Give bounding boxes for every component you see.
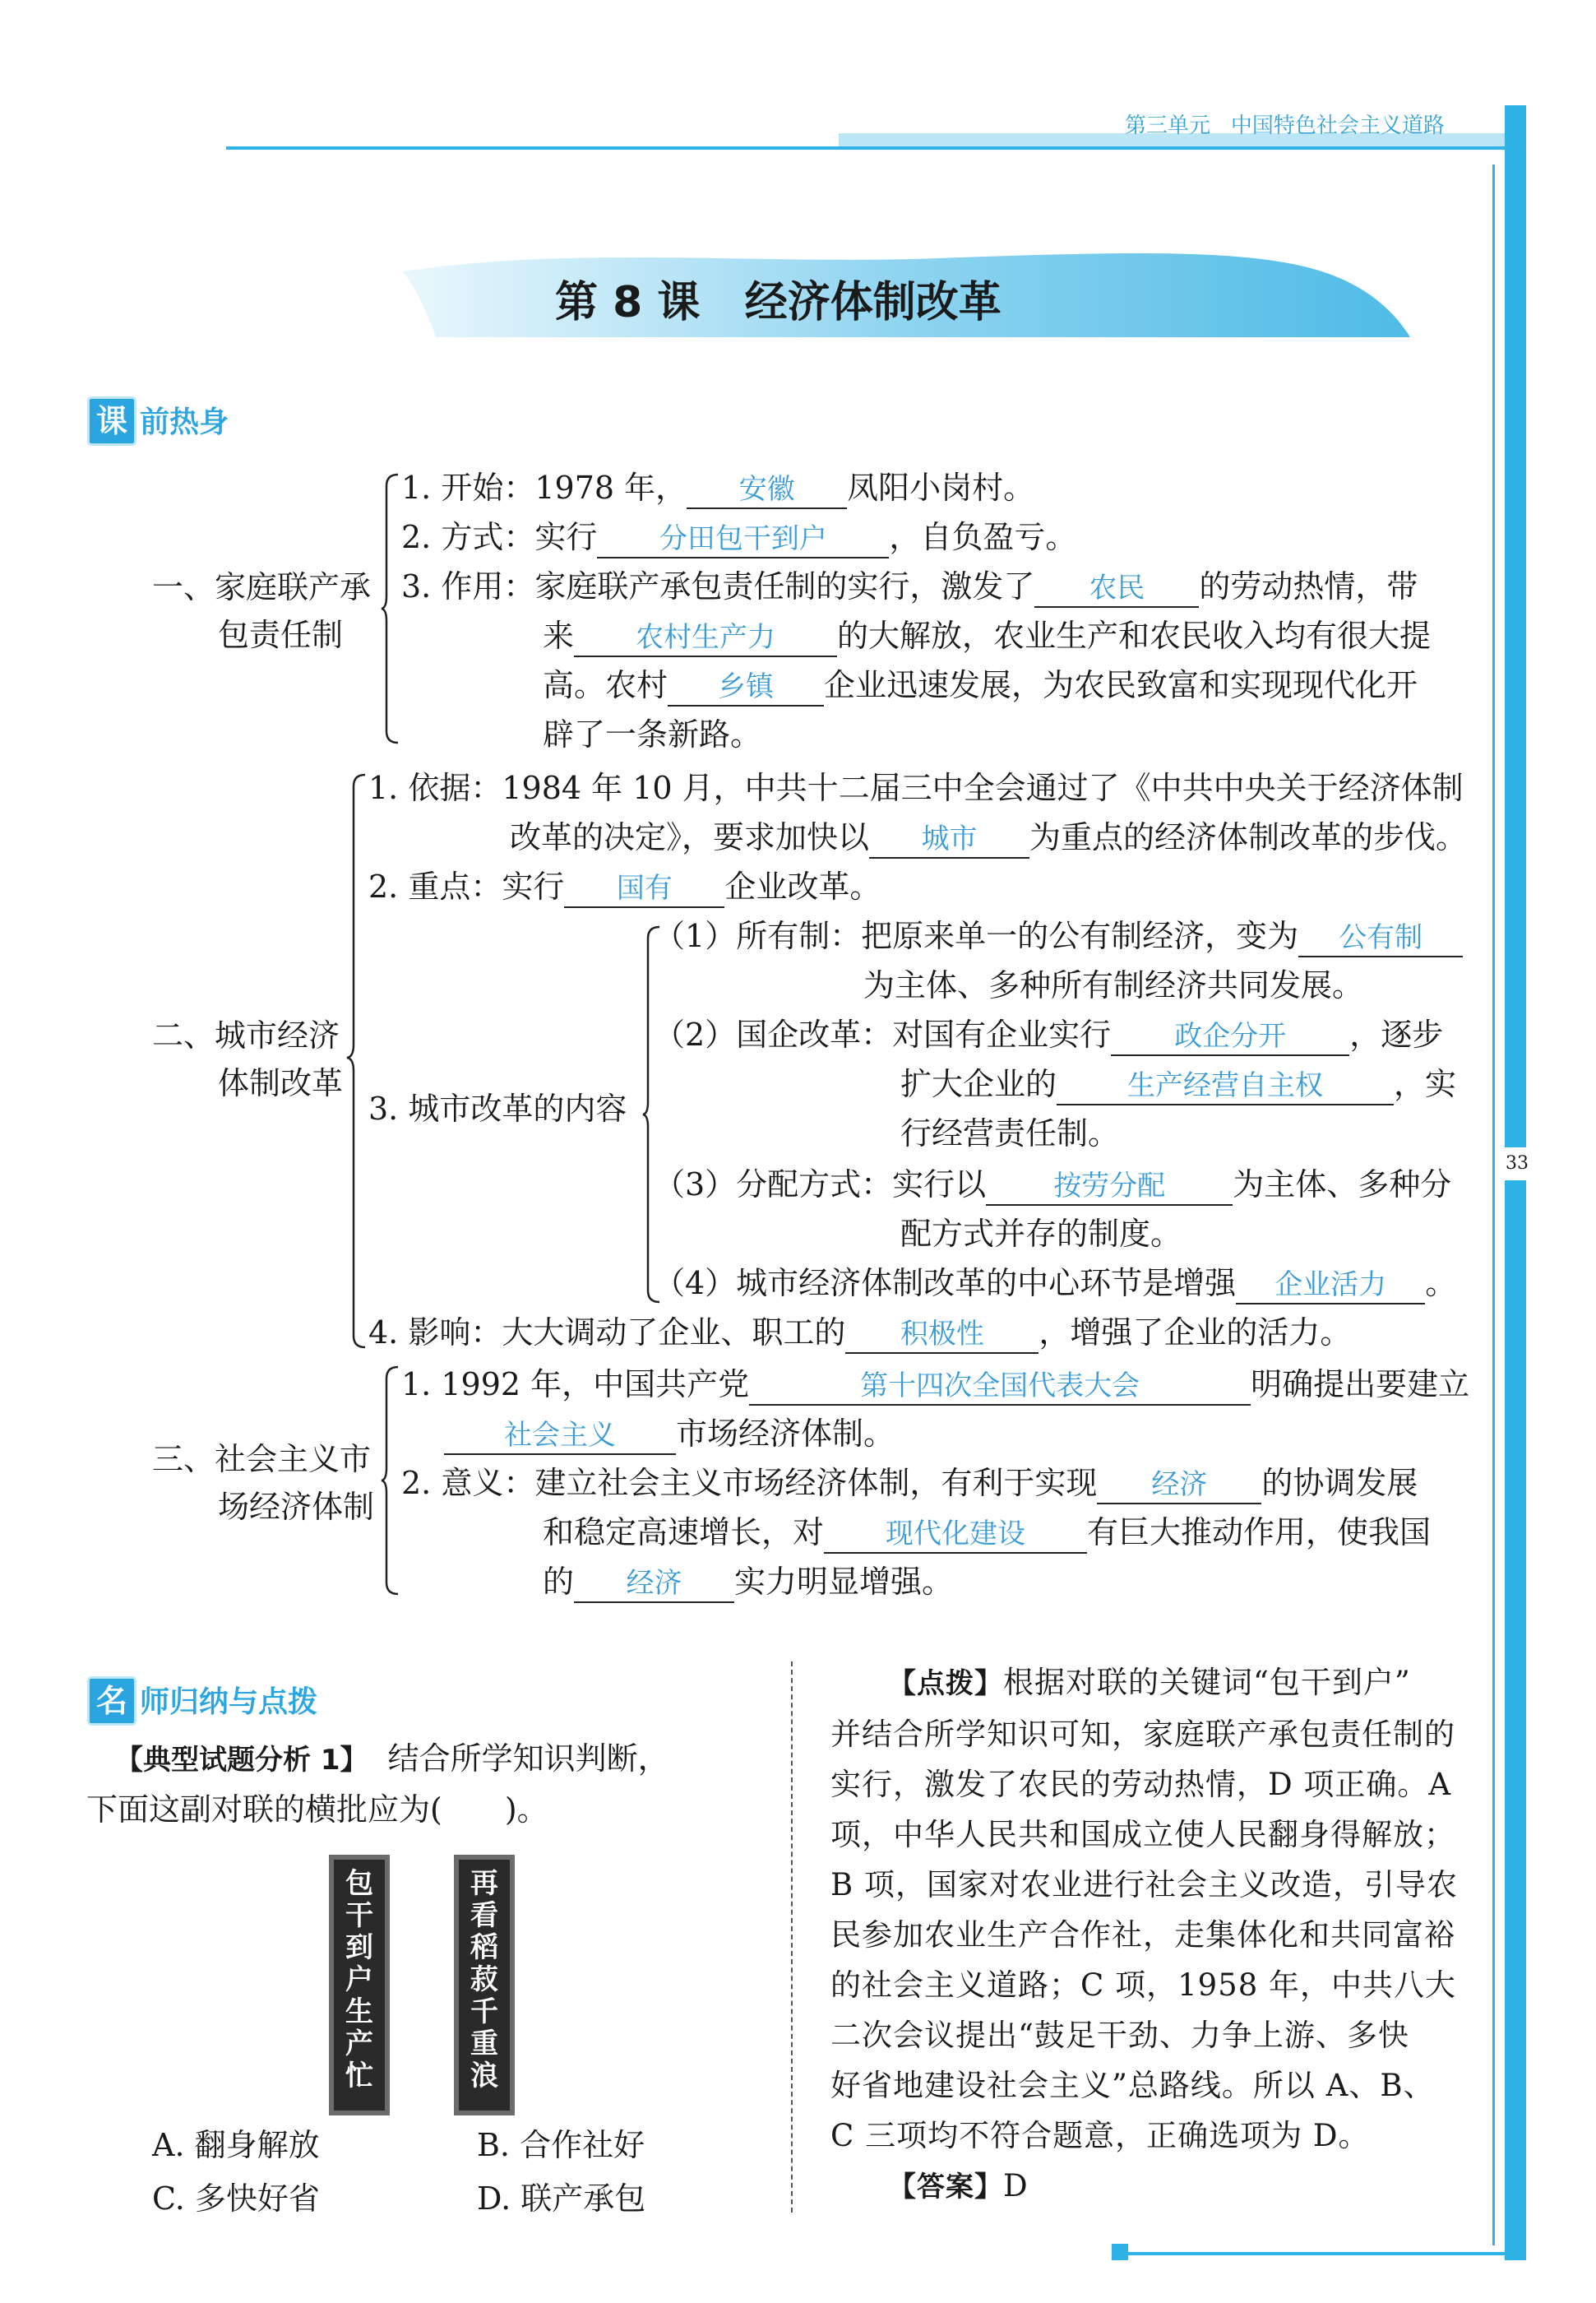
- s1-line3: 3. 作用：家庭联产承包责任制的实行，激发了 农民 的劳动热情，带: [401, 563, 1418, 611]
- s3-line3: 2. 意义：建立社会主义市场经济体制，有利于实现 经济 的协调发展: [401, 1460, 1418, 1508]
- option-b: B. 合作社好: [477, 2127, 645, 2163]
- s2-c2-line2: 扩大企业的 生产经营自主权 ，实: [900, 1061, 1456, 1109]
- couplet-right-char: 千: [470, 1995, 498, 2028]
- s2-c4-line: （4）城市经济体制改革的中心环节是增强 企业活力 。: [654, 1260, 1456, 1308]
- s3-line1: 1. 1992 年，中国共产党 第十四次全国代表大会 明确提出要建立: [401, 1361, 1469, 1409]
- couplet-left-char: 户: [345, 1963, 373, 1996]
- couplet-left-char: 到: [345, 1931, 373, 1964]
- s1-line4: 来 农村生产力 的大解放，农业生产和农民收入均有很大提: [543, 613, 1431, 660]
- s3-line2: 社会主义 市场经济体制。: [444, 1411, 895, 1458]
- s2-line2: 改革的决定》，要求加快以 城市 为重点的经济体制改革的步伐。: [510, 814, 1467, 862]
- couplet-right-char: 再: [470, 1867, 498, 1900]
- page-number: 33: [1498, 1147, 1536, 1180]
- footer-square: [1112, 2244, 1128, 2260]
- s2-c3-line1: （3）分配方式：实行以 按劳分配 为主体、多种分: [654, 1161, 1451, 1209]
- warmup-icon: 课: [87, 396, 136, 446]
- option-d: D. 联产承包: [477, 2180, 646, 2217]
- analysis-text: 【点拨】根据对联的关键词“包干到户” 并结合所学知识可知，家庭联产承包责任制的 实行，激发了农民的劳动热情，D 项正确。A 项，中华人民共和国成立使人民翻身得解放； B 项，国家对农业进行社会主义改造，引导农 民参加农业生产合作社，走集体化和共同富裕 的社会主义道路；C 项，1958 年，中共八大 二次会议提出“鼓足干劲、力争上游、多快 好省地建设社会主义”总路线。所以 A、B、 C 三项均不符合题意，正确选项为 D。 【答案】D: [830, 1657, 1497, 2213]
- s1-line2: 2. 方式：实行 分田包干到户 ，自负盈亏。: [401, 514, 1076, 562]
- s1-title: 一、家庭联产承 包责任制: [152, 569, 372, 653]
- couplet-left-char: 生: [345, 1995, 373, 2028]
- question-stem-1: 【典型试题分析 1】 结合所学知识判断，: [115, 1740, 669, 1777]
- answer-line: 【答案】D: [888, 2168, 1029, 2203]
- footer-line: [1126, 2252, 1526, 2255]
- option-a: A. 翻身解放: [152, 2127, 320, 2163]
- s2-line1: 1. 依据：1984 年 10 月，中共十二届三中全会通过了《中共中央关于经济体制: [368, 770, 1464, 806]
- column-divider: [791, 1661, 793, 2213]
- s2-content-label: 3. 城市改革的内容: [368, 1091, 627, 1127]
- right-margin-bar: [1505, 105, 1526, 2260]
- s1-line6: 辟了一条新路。: [543, 716, 762, 753]
- teacher-icon: 名: [87, 1676, 136, 1726]
- s3-brace: [380, 1365, 401, 1596]
- couplet-right: [454, 1855, 515, 2115]
- header-bar: [226, 146, 1509, 150]
- teacher-label: 师归纳与点拨: [140, 1685, 318, 1719]
- s2-c1-line1: （1）所有制：把原来单一的公有制经济，变为 公有制: [654, 913, 1463, 961]
- s1-line5: 高。农村 乡镇 企业迅速发展，为农民致富和实现现代化开: [543, 662, 1418, 710]
- couplet-right-char: 菽: [470, 1963, 498, 1996]
- warmup-label: 前热身: [140, 405, 229, 439]
- s2-line3: 2. 重点：实行 国有 企业改革。: [368, 864, 881, 911]
- s2-title: 二、城市经济 体制改革: [152, 1017, 344, 1101]
- s2-c2-line3: 行经营责任制。: [900, 1115, 1120, 1152]
- couplet-left: [329, 1855, 390, 2115]
- couplet-right-char: 重: [470, 2027, 498, 2060]
- s2-sub-brace: [641, 925, 663, 1304]
- couplet-right-char: 浪: [470, 2060, 498, 2092]
- s2-c2-line1: （2）国企改革：对国有企业实行 政企分开 ，逐步: [654, 1012, 1443, 1059]
- couplet-right-char: 稻: [470, 1931, 498, 1964]
- s2-c3-line2: 配方式并存的制度。: [900, 1216, 1182, 1252]
- s2-brace: [345, 773, 368, 1349]
- s2-c1-line2: 为主体、多种所有制经济共同发展。: [863, 967, 1364, 1003]
- lesson-title: 第 8 课 经济体制改革: [555, 278, 1002, 327]
- couplet-left-char: 包: [345, 1867, 373, 1900]
- couplet-left-char: 干: [345, 1899, 373, 1932]
- question-stem-2: 下面这副对联的横批应为( )。: [86, 1791, 548, 1828]
- s3-line4: 和稳定高速增长，对 现代化建设 有巨大推动作用，使我国: [543, 1509, 1431, 1557]
- option-c: C. 多快好省: [152, 2180, 320, 2217]
- s1-line1: 1. 开始：1978 年， 安徽 凤阳小岗村。: [401, 465, 1034, 512]
- couplet-left-char: 忙: [345, 2060, 373, 2092]
- couplet-left-char: 产: [345, 2027, 373, 2060]
- s3-title: 三、社会主义市 场经济体制: [152, 1441, 375, 1525]
- couplet-right-char: 看: [470, 1899, 498, 1932]
- header-unit: 第三单元 中国特色社会主义道路: [1125, 114, 1445, 138]
- s3-line5: 的 经济 实力明显增强。: [543, 1559, 953, 1606]
- s1-brace: [380, 473, 401, 744]
- analysis-first-line: 【点拨】根据对联的关键词“包干到户”: [888, 1665, 1411, 1700]
- s2-line4: 4. 影响：大大调动了企业、职工的 积极性 ，增强了企业的活力。: [368, 1309, 1351, 1357]
